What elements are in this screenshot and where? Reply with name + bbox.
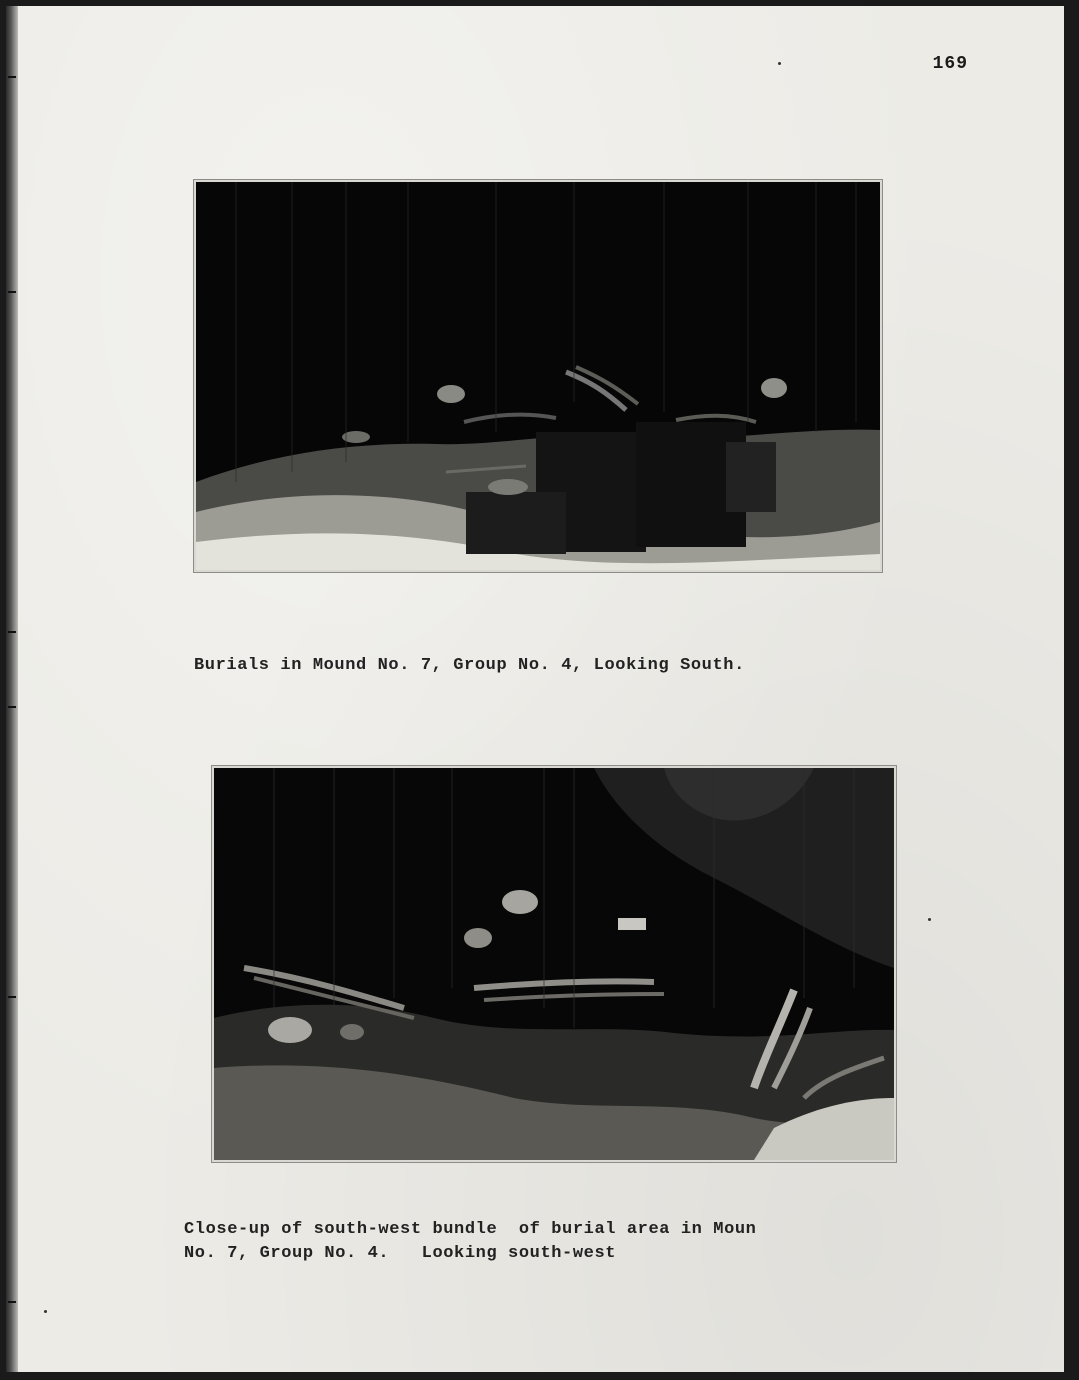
photo-caption-2-line-1: Close-up of south-west bundle of burial area in Moun [184,1220,757,1239]
binding-mark [8,291,16,293]
binding-mark [8,631,16,633]
photo-caption-2-line-2: No. 7, Group No. 4. Looking south-west [184,1244,617,1263]
binding-edge [6,6,18,1372]
burial-photo-looking-south [196,182,880,570]
binding-mark [8,1301,16,1303]
binding-mark [8,996,16,998]
photo-caption-2 [184,1218,757,1266]
photo-burials-looking-south [194,180,882,572]
document-page [6,6,1064,1372]
paper-speck [778,62,781,65]
binding-mark [8,76,16,78]
photo-southwest-bundle-closeup [212,766,896,1162]
photo-caption-1: Burials in Mound No. 7, Group No. 4, Looking South. [194,656,745,675]
binding-mark [8,706,16,708]
page-number: 169 [932,54,968,74]
burial-bundle-closeup-photo [214,768,894,1160]
paper-speck [44,1310,47,1313]
paper-speck [928,918,931,921]
